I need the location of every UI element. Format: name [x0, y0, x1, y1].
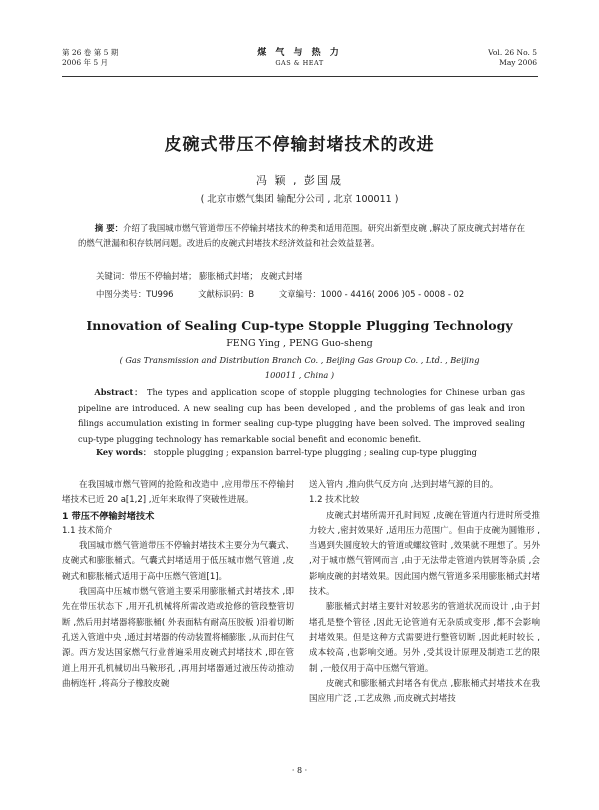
volume-issue: 第 26 卷 第 5 期 — [62, 48, 119, 57]
section-1-2-heading: 1.2 技术比较 — [309, 495, 360, 506]
issue-date-en: May 2006 — [499, 58, 537, 67]
authors-en: FENG Ying , PENG Guo-sheng — [226, 338, 373, 349]
affiliation-en-line1: ( Gas Transmission and Distribution Branch Co. , Beijing Gas Group Co. , Ltd. , Beijing — [119, 355, 480, 365]
body-left-column — [62, 478, 294, 692]
abstract-cn-label: 摘 要： — [94, 223, 124, 233]
keywords-cn-text: 带压不停输封堵； 膨胀桶式封堵； 皮碗式封堵 — [129, 271, 303, 281]
section-1-2-paragraph-3: 皮碗式和膨胀桶式封堵各有优点 ,膨胀桶式封堵技术在我国应用广泛 ,工艺成熟 ,而皮碗式封堵技 — [309, 678, 540, 705]
section-1-heading: 1 带压不停输封堵技术 — [62, 510, 155, 522]
paper-title-cn: 皮碗式带压不停输封堵技术的改进 — [164, 135, 435, 155]
section-1-2-paragraph-1: 皮碗式封堵所需开孔时间短 ,皮碗在管道内行进时所受推力较大 ,密封效果好 ,适用压力范围广。但由于皮碗为圆锥形 ,当遇到失圆度较大的管道或螺纹管时 ,效果就不理想了。另外 ,对于城市燃气管网而言 ,由于无法带走管道内铁屑等杂质 ,会影响皮碗的封堵效果。因此国内燃气管道多采用膨胀桶式封堵技术。 — [309, 510, 540, 598]
page-number: · 8 · — [291, 766, 308, 775]
section-1-2-paragraph-2: 膨胀桶式封堵主要针对较恶劣的管道状况而设计 ,由于封堵孔是整个管径 ,因此无论管道有无杂质或变形 ,都不会影响封堵效果。但是这种方式需要进行整管切断 ,因此耗时较长 ,成本较高 ,也影响交通。另外 ,受其设计原理及制造工艺的限制 ,一般仅用于高中压燃气管道。 — [309, 602, 540, 674]
abstract-cn-text: 介绍了我国城市燃气管道带压不停输封堵技术的种类和适用范围。研究出新型皮碗 ,解决了原皮碗式封堵存在的燃气泄漏和积存铁屑问题。改进后的皮碗式封堵技术经济效益和社会效益显著。 — [78, 223, 525, 248]
article-number: 文章编号：1000 - 4416( 2006 )05 - 0008 - 02 — [278, 289, 465, 299]
classification-line — [96, 288, 486, 300]
affiliation-en — [0, 353, 599, 383]
section-1-1-heading: 1.1 技术简介 — [62, 525, 113, 536]
journal-name-cn: 煤 气 与 热 力 — [257, 48, 342, 58]
intro-paragraph: 在我国城市燃气管网的抢险和改造中 ,应用带压不停输封堵技术已近 20 a[1,2] ,近年来取得了突破性进展。 — [62, 480, 294, 506]
class-number: 中图分类号：TU996 — [96, 289, 174, 299]
issue-date-cn: 2006 年 5 月 — [62, 58, 109, 67]
abstract-en-text: The types and application scope of stopple plugging technologies for Chinese urban gas pipeline are introduced. A new sealing cup has been developed , and the problems of gas leak and iron filings accumulation existing in former sealing cup-type plugging have been solved. The improved sealing cup-type plugging technology has remarkable social benefit and economic benefit. — [78, 387, 526, 444]
keywords-en-label: Key words： — [96, 447, 152, 457]
keywords-cn-label: 关键词： — [96, 271, 130, 281]
body-right-column — [309, 478, 540, 707]
section-1-1-paragraph-1: 我国城市燃气管道带压不停输封堵技术主要分为气囊式、皮碗式和膨胀桶式。气囊式封堵适用于低压城市燃气管道 ,皮碗式和膨胀桶式适用于高中压燃气管道[1]。 — [62, 541, 294, 582]
volume-issue-en: Vol. 26 No. 5 — [488, 48, 537, 57]
abstract-en-label: Abstract： — [94, 387, 144, 397]
keywords-en-text: stopple plugging ; expansion barrel-type plugging ; sealing cup-type plugging — [153, 447, 477, 457]
abstract-cn — [78, 221, 525, 250]
affiliation-en-line2: 100011 , China ) — [264, 370, 335, 380]
continued-paragraph: 送入管内 ,推向供气反方向 ,达到封堵气源的目的。 — [309, 480, 499, 490]
doc-code: 文献标识码：B — [198, 289, 255, 299]
authors-cn: 冯 颖 , 彭国晟 — [256, 174, 343, 187]
affiliation-cn: ( 北京市燃气集团 输配分公司 , 北京 100011 ) — [200, 194, 399, 205]
journal-name-en: GAS & HEAT — [275, 59, 324, 67]
abstract-en — [78, 385, 525, 447]
section-1-1-paragraph-2: 我国高中压城市燃气管道主要采用膨胀桶式封堵技术 ,即先在带压状态下 ,用开孔机械将所需改造或抢修的管段整管切断 ,然后用封堵器将膨胀桶( 外表面粘有耐高压胶板 )沿着切断孔送入管道中央 ,通过封堵器的传动装置将桶膨胀 ,从而封住气源。西方发达国家燃气行业普遍采用皮碗式封堵技术 ,即在管道上用开孔机械切出马鞍形孔 ,再用封堵器通过液压传动推动曲柄连杆 ,将高分子橡胶皮碗 — [62, 587, 294, 689]
paper-title-en: Innovation of Sealing Cup-type Stopple Plugging Technology — [86, 318, 513, 333]
journal-volume-info-en — [488, 48, 537, 68]
keywords-cn — [96, 270, 302, 282]
keywords-en — [96, 447, 477, 458]
header-rule — [62, 76, 538, 77]
